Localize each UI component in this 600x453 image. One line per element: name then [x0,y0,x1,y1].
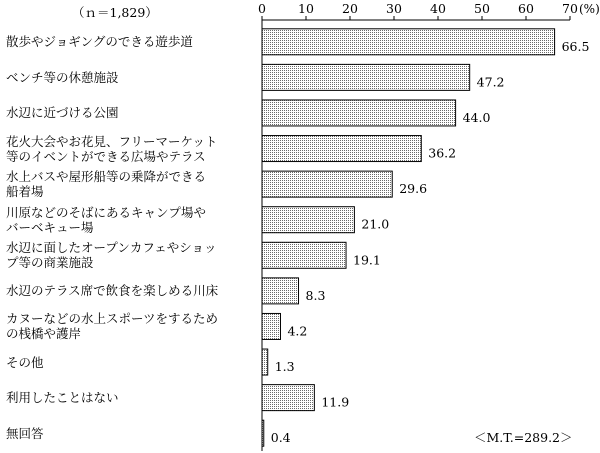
category-label-line: の桟橋や護岸 [6,326,82,342]
x-tick-label: 0 [258,1,266,16]
data-label: 11.9 [321,394,350,410]
category-label [6,134,258,164]
category-label-line: 水辺に面したオープンカフェやショッ [6,240,217,256]
total-label: ＜M.T.=289.2＞ [474,430,573,445]
category-label-line: 川原などのそばにあるキャンプ場や [6,204,207,220]
category-label-line: ベンチ等の休憩施設 [6,69,119,85]
category-label-line: 花火大会やお花見、フリーマーケット [6,133,218,149]
data-label: 66.5 [561,38,590,54]
category-label [6,426,258,441]
category-label-line: 水辺のテラス席で飲食を楽しめる川床 [6,283,219,299]
x-tick-label: 30 [386,1,402,16]
x-tick-label: 60 [518,1,534,16]
bar [262,29,555,55]
data-label: 4.2 [287,323,308,339]
x-tick-label: 40 [430,1,446,16]
bar [262,242,346,268]
data-label: 1.3 [274,359,295,375]
data-label: 0.4 [270,430,291,446]
bar [262,100,456,126]
category-label-line: 散歩やジョギングのできる遊歩道 [6,34,193,50]
x-tick-label: 20 [342,1,358,16]
bar [262,136,421,162]
category-label-line: 水上バスや屋形船等の乗降ができる [6,169,207,185]
category-label [6,70,258,85]
category-label [6,34,258,49]
data-label: 29.6 [399,181,428,197]
x-tick-label: 70 [562,1,578,16]
data-label: 36.2 [428,145,457,161]
category-label-line: 水辺に近づける公園 [6,105,119,121]
category-label-line: 等のイベントができる広場やテラス [6,148,206,164]
category-label [6,355,258,370]
sample-size-label: （ｎ＝1,829） [72,5,158,20]
bar [262,313,280,339]
category-label-line: 利用したことはない [6,390,119,406]
category-label [6,205,258,235]
x-tick-label: 50 [474,1,490,16]
category-label [6,169,258,199]
data-label: 44.0 [462,109,491,125]
x-tick-label: 10 [298,1,314,16]
bar [262,420,264,446]
bar [262,171,392,197]
bar [262,207,354,233]
bar [262,64,470,90]
category-label [6,240,258,270]
category-label-line: 船着場 [6,184,44,200]
data-label: 47.2 [476,74,505,90]
data-label: 8.3 [305,287,326,303]
unit-label: (%) [579,2,600,16]
category-label-line: プ等の商業施設 [6,255,94,271]
category-label-line: バーベキュー場 [6,219,94,235]
category-label-line: カヌーなどの水上スポーツをするため [6,311,219,327]
data-label: 19.1 [353,252,381,268]
category-label [6,390,258,405]
category-label [6,105,258,120]
category-label [6,311,258,341]
bar [262,349,268,375]
category-label-line: その他 [6,354,44,370]
category-label [6,283,258,298]
category-label-line: 無回答 [6,425,44,441]
data-label: 21.0 [361,216,390,232]
bar [262,278,299,304]
bar [262,385,314,411]
